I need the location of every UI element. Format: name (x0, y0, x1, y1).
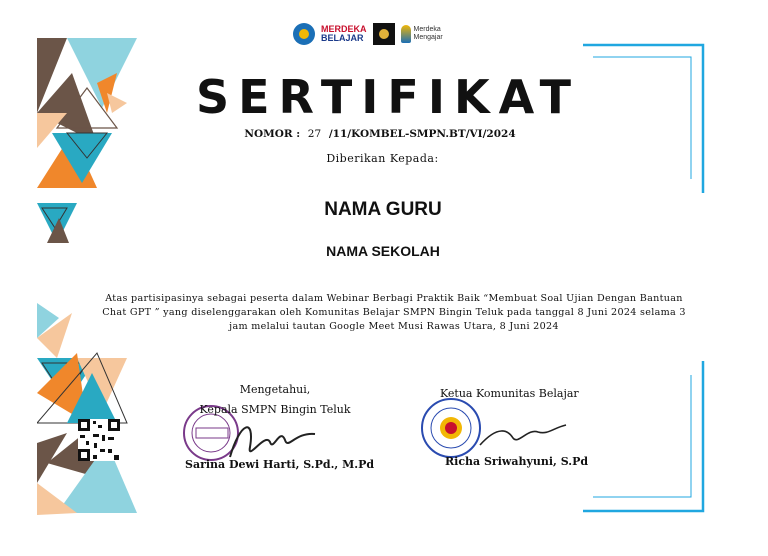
right-stamp (420, 397, 482, 459)
left-signature-label: Mengetahui, Kepala SMPN Bingin Teluk (199, 383, 351, 416)
left-signer-name: Sarina Dewi Harti, S.Pd., M.Pd (185, 458, 375, 471)
logo-row (293, 20, 458, 48)
right-signature-label: Ketua Komunitas Belajar (440, 387, 579, 400)
right-signer-name: Richa Sriwahyuni, S.Pd (445, 455, 589, 468)
given-to-label: Diberikan Kepada: (326, 152, 439, 165)
recipient-name: NAMA GURU (324, 199, 442, 220)
merdeka-belajar-logo: MERDEKA BELAJAR (321, 24, 367, 43)
certificate-number: NOMOR : 27 /11/KOMBEL-SMPN.BT/VI/2024 (244, 128, 516, 140)
certificate-description: Atas partisipasinya sebagai peserta dalam Webinar Berbagi Praktik Baik “Membuat Soal Ujian Dengan Bantuan Chat GPT ” yang diselenggarakan oleh Komunitas Belajar SMPN Bingin Teluk pada tanggal 8 Juni 2024 selama 3 jam melalui tautan Google Meet Musi Rawas Utara, 8 Juni 2024 (102, 293, 686, 332)
recipient-school: NAMA SEKOLAH (326, 243, 440, 259)
merdeka-mengajar-logo: Merdeka Mengajar (401, 25, 443, 43)
tut-wuri-logo (293, 23, 315, 45)
right-signature-scribble (478, 420, 568, 450)
frame-bottom-right (583, 361, 728, 513)
qr-code (78, 419, 120, 461)
frame-top-right (583, 43, 728, 193)
school-logo (373, 23, 395, 45)
certificate-title: SERTIFIKAT (196, 70, 580, 124)
